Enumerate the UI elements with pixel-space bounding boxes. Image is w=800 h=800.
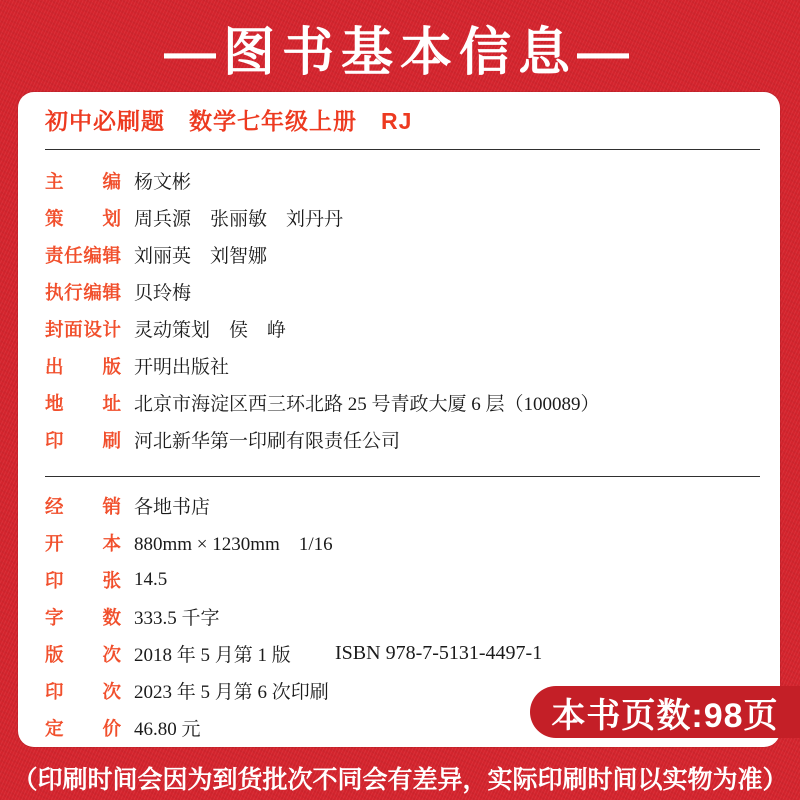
row-label: 执行编辑: [45, 281, 121, 303]
row-label: 封面设计: [45, 318, 121, 340]
spec-row-edition: [45, 635, 760, 672]
info-row-responsible-editor: [45, 236, 760, 273]
row-label: 字数: [45, 606, 121, 628]
row-value: 14.5: [134, 568, 168, 590]
row-value: 灵动策划 侯 峥: [134, 320, 287, 341]
row-label: 印次: [45, 680, 121, 702]
book-info-card: [18, 92, 780, 747]
row-label: 经销: [45, 495, 121, 517]
row-value: 河北新华第一印刷有限责任公司: [134, 431, 401, 452]
row-value: 贝玲梅: [134, 283, 192, 304]
row-label: 开本: [45, 532, 121, 554]
spec-row-word-count: [45, 598, 760, 635]
row-value: 开明出版社: [134, 357, 230, 378]
info-row-printer: [45, 421, 760, 458]
info-row-cover-design: [45, 310, 760, 347]
info-row-address: [45, 384, 760, 421]
row-value: 2023 年 5 月第 6 次印刷: [134, 682, 329, 703]
row-label: 策划: [45, 207, 121, 229]
row-label: 定价: [45, 717, 121, 739]
row-value: 333.5 千字: [134, 608, 220, 629]
page-title: —图书基本信息—: [163, 24, 636, 82]
row-label: 出版: [45, 355, 121, 377]
row-value: 杨文彬: [134, 172, 192, 193]
info-row-executive-editor: [45, 273, 760, 310]
row-label: 版次: [45, 643, 121, 665]
row-label: 责任编辑: [45, 244, 121, 266]
spec-row-distribution: [45, 487, 760, 524]
divider-middle: [45, 476, 760, 477]
isbn-number: ISBN 978-7-5131-4497-1: [335, 642, 543, 664]
info-row-planner: [45, 199, 760, 236]
row-value: 周兵源 张丽敏 刘丹丹: [134, 209, 344, 230]
row-value: 880mm × 1230mm 1/16: [134, 534, 333, 555]
print-disclaimer: （印刷时间会因为到货批次不同会有差异，实际印刷时间以实物为准）: [12, 766, 788, 794]
row-value: 46.80 元: [134, 719, 201, 740]
row-value: 北京市海淀区西三环北路 25 号青政大厦 6 层（100089）: [134, 394, 600, 415]
page-count-badge: 本书页数:98页: [530, 686, 800, 738]
row-label: 印刷: [45, 429, 121, 451]
info-row-chief-editor: [45, 162, 760, 199]
row-label: 印张: [45, 569, 121, 591]
row-label: 主编: [45, 170, 121, 192]
row-value: 刘丽英 刘智娜: [134, 246, 268, 267]
spec-row-sheets: [45, 561, 760, 598]
book-title: 初中必刷题 数学七年级上册 RJ: [45, 108, 413, 134]
row-value: 2018 年 5 月第 1 版: [134, 645, 291, 666]
publication-info-section: [45, 162, 760, 458]
spec-row-format: [45, 524, 760, 561]
info-row-publisher: [45, 347, 760, 384]
divider-top: [45, 149, 760, 150]
row-value: 各地书店: [134, 497, 211, 518]
row-label: 地址: [45, 392, 121, 414]
